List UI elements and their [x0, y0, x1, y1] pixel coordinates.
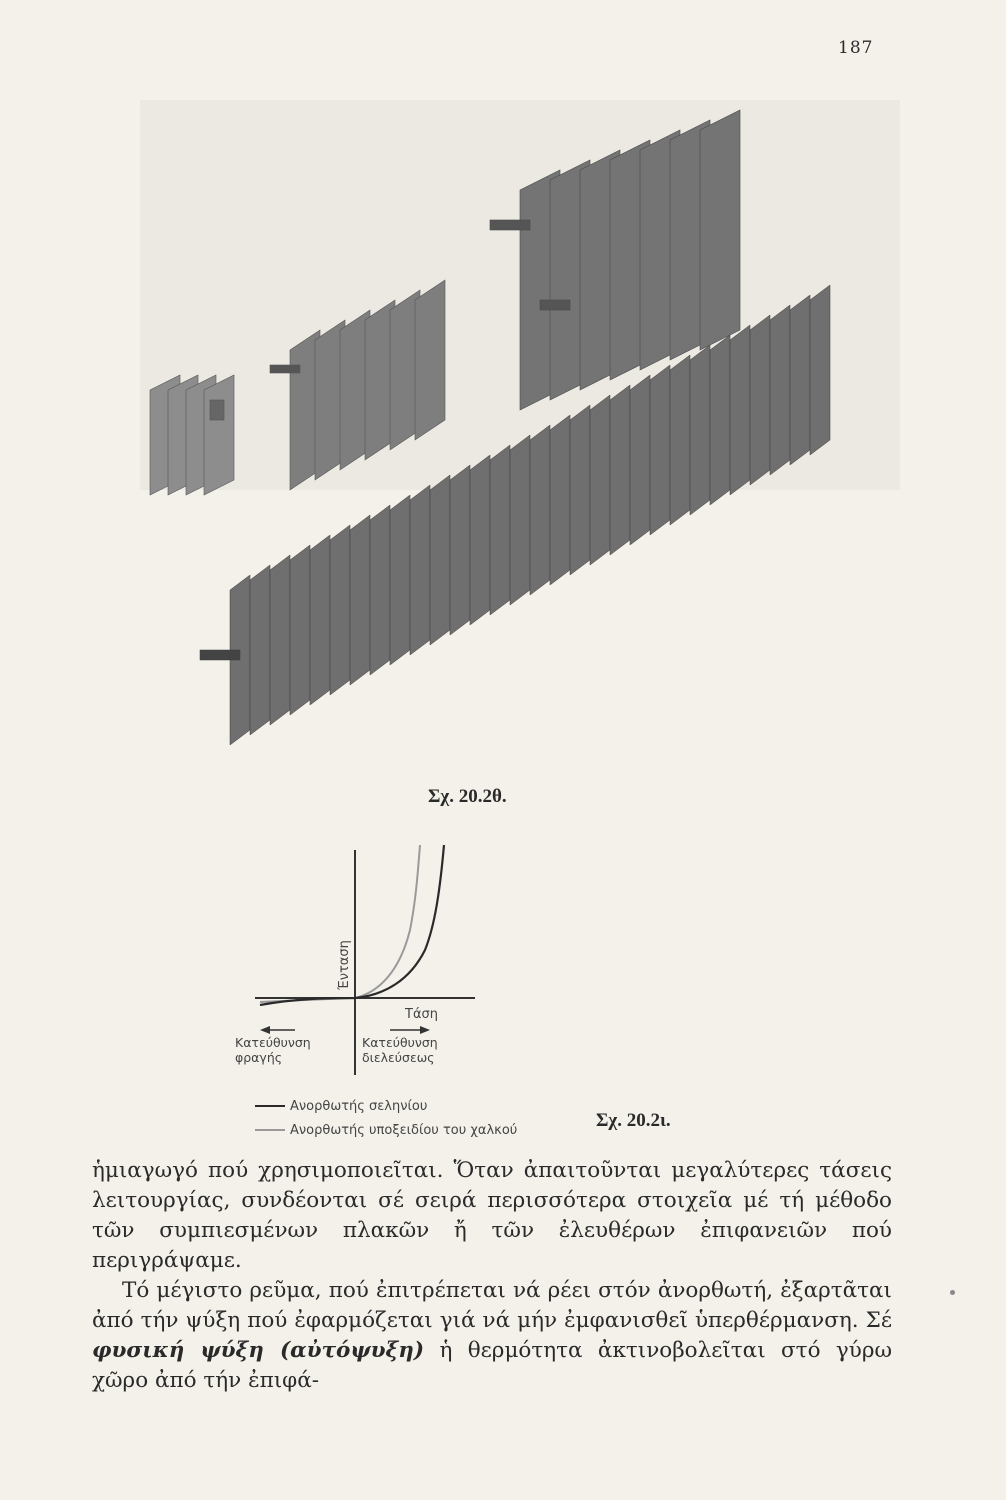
body-text	[92, 1156, 892, 1396]
paragraph-2-start: Τό μέγιστο ρεῦμα, πού ἐπιτρέπεται νά ρέει στόν ἀνορθωτή, ἐξαρτᾶται ἀπό τήν ψύξη πού ἐφαρμόζεται γιά νά μήν ἐμφανισθεῖ ὑπερθέρμανση. Σέ	[92, 1278, 892, 1333]
right-direction-label: Κατεύθυνση διελεύσεως	[362, 1035, 438, 1065]
rectifier-photo	[140, 90, 900, 770]
paragraph-2-end: ἡ θερμότητα ἀκτινοβολεῖται στό γύρω χῶρο ἀπό τήν ἐπιφά-	[92, 1338, 892, 1393]
paragraph-2	[92, 1276, 892, 1396]
x-axis-label: Τάση	[405, 1007, 438, 1022]
margin-mark	[950, 1290, 955, 1295]
legend-label-selenium: Ανορθωτής σεληνίου	[290, 1099, 428, 1114]
small-rectifier	[150, 375, 234, 495]
left-direction-label: Κατεύθυνση φραγής	[235, 1035, 311, 1065]
selenium-curve	[260, 845, 444, 1005]
paragraph-1: ἡμιαγωγό πού χρησιμοποιεῖται. Ὅταν ἀπαιτοῦνται μεγαλύτερες τάσεις λειτουργίας, συνδέονται σέ σειρά περισσότερα στοιχεῖα μέ τή μέθοδο τῶν συμπιεσμένων πλακῶν ἤ τῶν ἐλευθέρων ἐπιφανειῶν πού περιγράψαμε.	[92, 1158, 892, 1273]
iv-characteristic-diagram	[230, 840, 590, 1140]
legend-label-copper-oxide: Ανορθωτής υποξειδίου του χαλκού	[290, 1123, 518, 1138]
page-number: 187	[838, 38, 874, 58]
figure-caption-top: Σχ. 20.2θ.	[428, 786, 507, 807]
figure-caption-bottom: Σχ. 20.2ι.	[596, 1110, 671, 1131]
y-axis-label: Ένταση	[337, 940, 352, 990]
paragraph-2-emphasis: φυσική ψύξη (αὐτόψυξη)	[92, 1338, 425, 1363]
